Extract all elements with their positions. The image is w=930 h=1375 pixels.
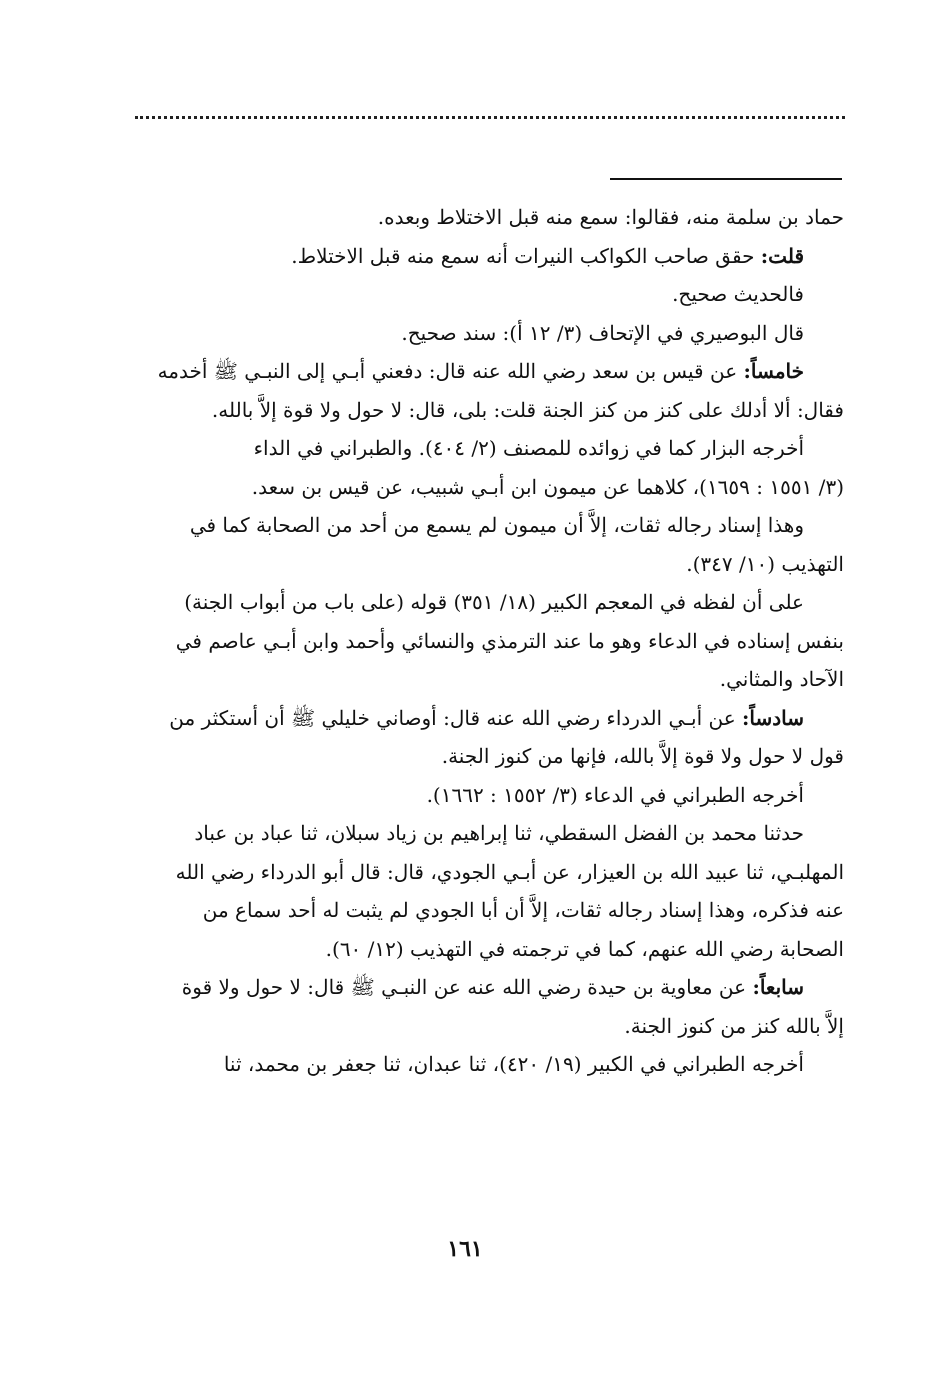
text-line <box>138 660 844 699</box>
text-line <box>138 853 844 892</box>
line-text: حقق صاحب الكواكب النيرات أنه سمع منه قبل الاختلاط. <box>291 243 761 268</box>
line-text: الصحابة رضي الله عنهم، كما في ترجمته في التهذيب (١٢/ ٦٠). <box>325 936 844 961</box>
text-line <box>138 314 844 353</box>
line-text: المهلبـي، ثنا عبيد الله بن العيزار، عن أبـي الجودي، قال: قال أبو الدرداء رضي الله <box>175 859 844 884</box>
line-text: أخرجه الطبراني في الدعاء (٣/ ١٥٥٢ : ١٦٦٢). <box>426 782 804 807</box>
dotted-separator <box>135 116 845 131</box>
line-text: أخرجه الطبراني في الكبير (١٩/ ٤٢٠)، ثنا عبدان، ثنا جعفر بن محمد، ثنا <box>223 1052 804 1076</box>
section-lead: قلت: <box>760 243 804 268</box>
text-line <box>138 814 844 853</box>
text-line <box>138 1045 844 1084</box>
text-line <box>138 198 844 237</box>
section-lead: خامساً: <box>743 359 804 383</box>
line-text: الآحاد والمثاني. <box>719 667 844 691</box>
line-text: عنه فذكره، وهذا إسناد رجاله ثقات، إلاَّ أن أبا الجودي لم يثبت له أحد سماع من <box>202 898 844 922</box>
line-text: التهذيب (١٠/ ٣٤٧). <box>686 551 844 576</box>
section-lead: سابعاً: <box>752 975 804 999</box>
line-text: قول لا حول ولا قوة إلاَّ بالله، فإنها من كنوز الجنة. <box>441 744 844 768</box>
line-text: إلاَّ بالله كنز من كنوز الجنة. <box>624 1013 844 1038</box>
line-text: (٣/ ١٥٥١ : ١٦٥٩)، كلاهما عن ميمون ابن أبـي شبيب، عن قيس بن سعد. <box>251 474 844 499</box>
text-line <box>138 391 844 430</box>
line-text: عن أبـي الدرداء رضي الله عنه قال: أوصاني خليلي ﷺ أن أستكثر من <box>169 705 742 730</box>
text-line <box>138 968 844 1007</box>
text-line <box>138 352 844 391</box>
text-line <box>138 776 844 815</box>
section-lead: سادساً: <box>742 705 804 730</box>
line-text: حدثنا محمد بن الفضل السقطي، ثنا إبراهيم بن زياد سبلان، ثنا عباد بن عباد <box>194 821 804 845</box>
text-line <box>138 622 844 661</box>
footnote-rule <box>610 178 842 180</box>
line-text: فقال: ألا أدلك على كنز من كنز الجنة قلت: بلى، قال: لا حول ولا قوة إلاَّ بالله. <box>211 397 844 422</box>
text-line <box>138 545 844 584</box>
text-line <box>138 930 844 969</box>
text-line <box>138 583 844 622</box>
page-number: ١٦١ <box>447 1236 483 1262</box>
line-text: قال البوصيري في الإتحاف (٣/ ١٢ أ): سند صحيح. <box>401 320 804 345</box>
line-text: عن معاوية بن حيدة رضي الله عنه عن النبـي ﷺ قال: لا حول ولا قوة <box>181 975 753 999</box>
text-line <box>138 699 844 738</box>
line-text: أخرجه البزار كما في زوائده للمصنف (٢/ ٤٠٤). والطبراني في الداء <box>253 436 804 460</box>
text-line <box>138 1007 844 1046</box>
text-line <box>138 891 844 930</box>
page-body <box>138 198 844 1084</box>
line-text: عن قيس بن سعد رضي الله عنه قال: دفعني أبـي إلى النبـي ﷺ أخدمه <box>157 359 744 383</box>
text-line <box>138 237 844 276</box>
line-text: حماد بن سلمة منه، فقالوا: سمع منه قبل الاختلاط وبعده. <box>377 205 844 229</box>
line-text: فالحديث صحيح. <box>672 282 804 306</box>
line-text: بنفس إسناده في الدعاء وهو ما عند الترمذي والنسائي وأحمد وابن أبـي عاصم في <box>175 628 844 653</box>
line-text: على أن لفظه في المعجم الكبير (١٨/ ٣٥١) قوله (على باب من أبواب الجنة) <box>184 590 804 614</box>
line-text: وهذا إسناد رجاله ثقات، إلاَّ أن ميمون لم يسمع من أحد من الصحابة كما في <box>189 513 804 537</box>
text-line <box>138 429 844 468</box>
text-line <box>138 468 844 507</box>
text-line <box>138 737 844 776</box>
text-line <box>138 506 844 545</box>
text-line <box>138 275 844 314</box>
